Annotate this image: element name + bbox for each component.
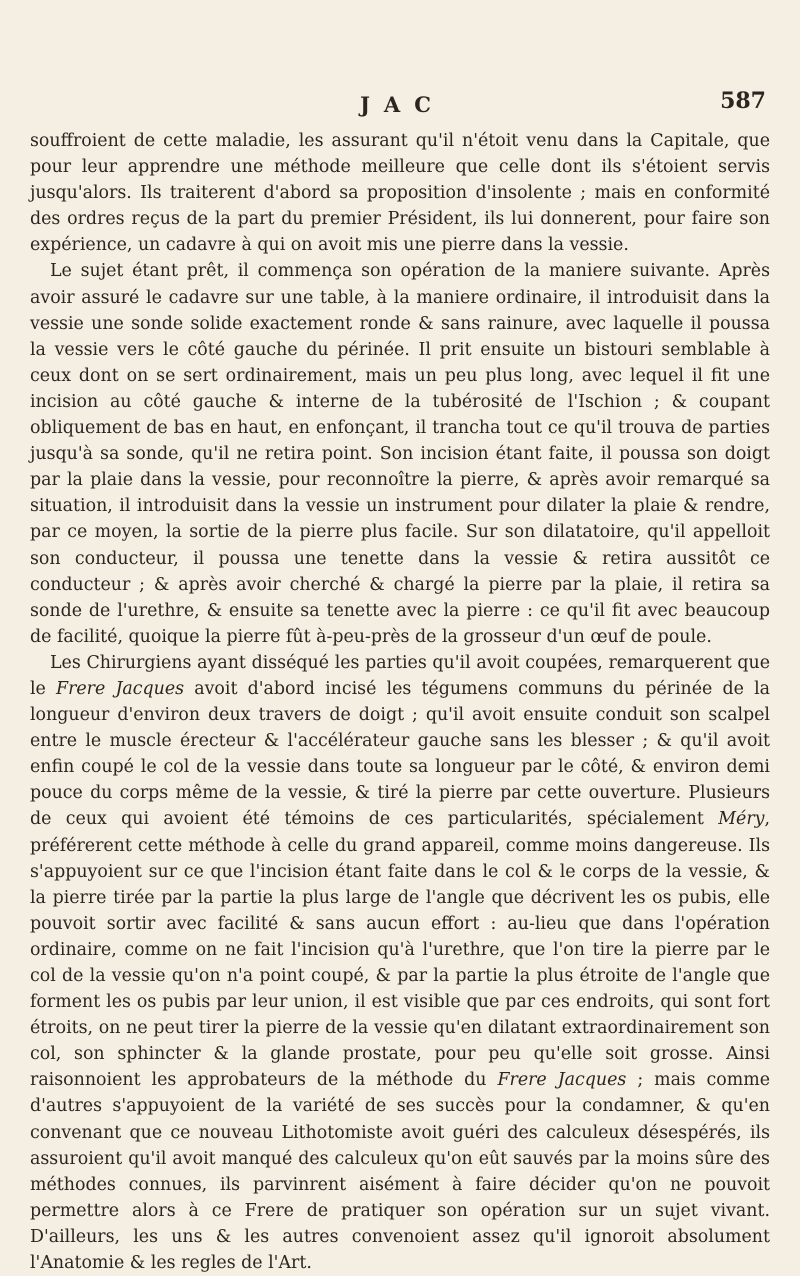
paragraph-3	[30, 650, 770, 1276]
paragraph-3-text: avoit d'abord incisé les tégumens communs du périnée de la longueur d'environ deux travers de doigt ; qu'il avoit ensuite conduit son scalpel entre le muscle érecteur & l'accélérateur gauche sans les blesser ; & qu'il avoit enfin coupé le col de la vessie dans toute sa longueur par le côté, & environ demi pouce du corps même de la vessie, & tiré la pierre par cette ouverture. Plusieurs de ceux qui avoient été témoins de ces particularités, spécialement	[30, 678, 771, 830]
name-mery: Méry	[718, 809, 765, 830]
name-frere-jacques: Frere Jacques	[497, 1070, 627, 1091]
running-head	[30, 88, 770, 128]
paragraph-1	[30, 128, 770, 258]
body-text	[30, 128, 770, 1276]
paragraph-3-text: ; mais comme d'autres s'appuyoient de la variété de ses succès pour la condamner, & qu'en convenant que ce nouveau Lithotomiste avoit guéri des calculeux désespérés, ils assuroient qu'il avoit manqué des calculeux qu'on eût sauvés par la moins sûre des méthodes connues, ils parvinrent aisément à faire décider qu'on ne pouvoit permettre alors à ce Frere de pratiquer son opération sur un sujet vivant. D'ailleurs, les uns & les autres convenoient assez qu'il ignoroit absolument l'Anatomie & les regles de l'Art.	[30, 1070, 770, 1274]
paragraph-3-text: , préférerent cette méthode à celle du grand appareil, comme moins dangereuse. Ils s'appuyoient sur ce que l'incision étant faite dans le col & le corps de la vessie, & la pierre tirée par la partie la plus large de l'angle que décrivent les os pubis, elle pouvoit sortir avec facilité & sans aucun effort : au-lieu que dans l'opération ordinaire, comme on ne fait l'incision qu'à l'urethre, que l'on tire la pierre par le col de la vessie qu'on n'a point coupé, & par la partie la plus étroite de l'angle que forment les os pubis par leur union, il est visible que par ces endroits, qui sont fort étroits, on ne peut tirer la pierre de la vessie qu'en dilatant extraordinairement son col, son sphincter & la glande prostate, pour peu qu'elle soit grosse. Ainsi raisonnoient les approbateurs de la méthode du	[30, 809, 770, 1091]
name-frere-jacques: Frere Jacques	[56, 678, 185, 699]
page-number: 587	[720, 88, 766, 114]
paragraph-3-text: Les Chirurgiens ayant disséqué les parties qu'il avoit coupées, remarquerent que le	[30, 652, 770, 699]
paragraph-1-text: souffroient de cette maladie, les assurant qu'il n'étoit venu dans la Capitale, que pour leur apprendre une méthode meilleure que celle dont ils s'étoient servis jusqu'alors. Ils traiterent d'abord sa proposition d'insolente ; mais en conformité des ordres reçus de la part du premier Président, ils lui donnerent, pour faire son expérience, un cadavre à qui on avoit mis une pierre dans la vessie.	[30, 131, 770, 256]
paragraph-2	[30, 258, 770, 649]
running-head-title: JAC	[360, 92, 445, 117]
paragraph-2-text: Le sujet étant prêt, il commença son opération de la maniere suivante. Après avoir assuré le cadavre sur une table, à la maniere ordinaire, il introduisit dans la vessie une sonde solide exactement ronde & sans rainure, avec laquelle il poussa la vessie vers le côté gauche du périnée. Il prit ensuite un bistouri semblable à ceux dont on se sert ordinairement, mais un peu plus long, avec lequel il fit une incision au côté gauche & interne de la tubérosité de l'Ischion ; & coupant obliquement de bas en haut, en enfonçant, il trancha tout ce qu'il trouva de parties jusqu'à sa sonde, qu'il ne retira point. Son incision étant faite, il poussa son doigt par la plaie dans la vessie, pour reconnoître la pierre, & après avoir remarqué sa situation, il introduisit dans la vessie un instrument pour dilater la plaie & rendre, par ce moyen, la sortie de la pierre plus facile. Sur son dilatatoire, qu'il appelloit son conducteur, il poussa une tenette dans la vessie & retira aussitôt ce conducteur ; & après avoir cherché & chargé la pierre par la plaie, il retira sa sonde de l'urethre, & ensuite sa tenette avec la pierre : ce qu'il fit avec beaucoup de facilité, quoique la pierre fût à-peu-près de la grosseur d'un œuf de poule.	[30, 261, 770, 647]
